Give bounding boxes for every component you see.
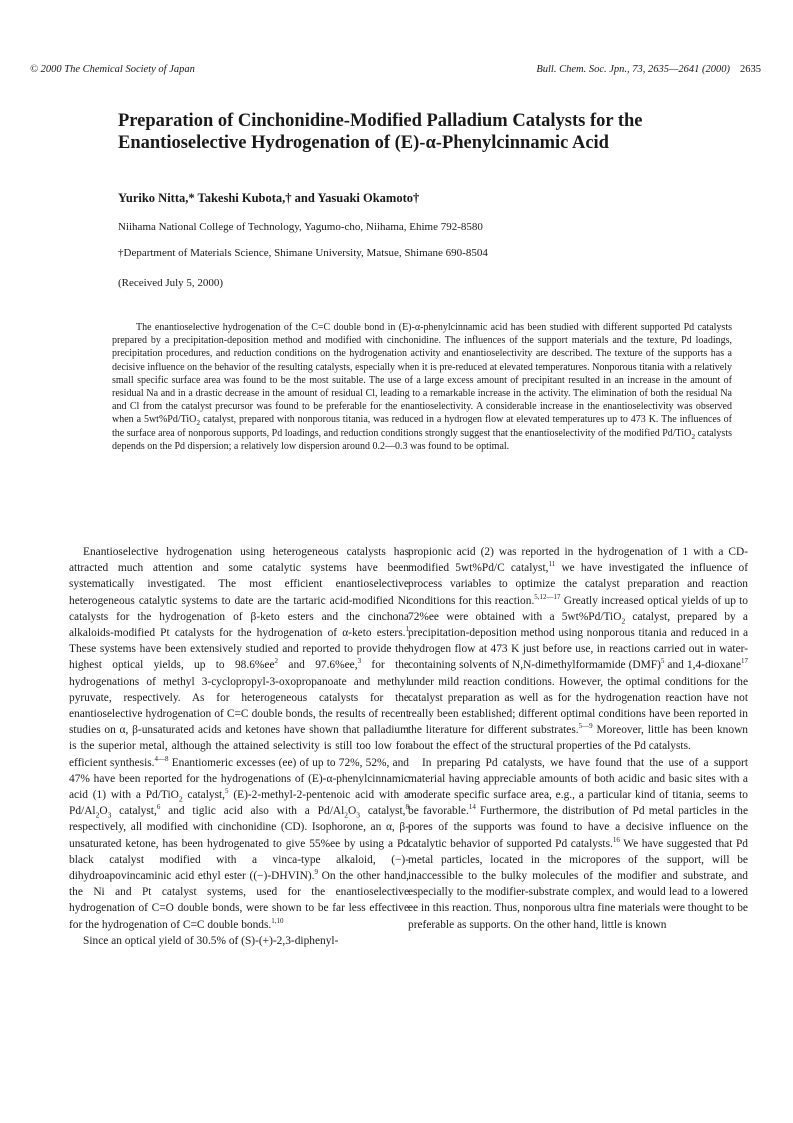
body-text: O (99, 805, 108, 818)
affiliation-2: †Department of Materials Science, Shimane University, Matsue, Shimane 690-8504 (118, 247, 488, 259)
reference-marker: 5—9 (578, 722, 593, 731)
reference-marker: 5 (660, 657, 665, 666)
subscript: 2 (95, 810, 100, 820)
body-text: we have investigated the influence of process variables to optimize the catalyst preparation and reaction conditions for this reaction. (408, 562, 748, 607)
body-paragraph (408, 755, 748, 933)
reference-marker: 1,10 (271, 916, 284, 925)
body-paragraph (69, 544, 409, 933)
page-number: 2635 (740, 64, 761, 75)
reference-marker: 5,12—17 (534, 592, 561, 601)
body-text: and 1,4-dioxane (664, 659, 741, 672)
abstract (112, 321, 732, 453)
abstract-text-1: The enantioselective hydrogenation of the C=C double bond in (E)-α-phenylcinnamic acid has been studied with different supported Pd catalysts prepared by a precipitation-deposition method and modified with cinchonidine. The influences of the support materials and the texture, Pd loadings, precipitation procedures, and reduction conditions on the hydrogenation activity and enantioselectivity are described. The texture of the supports has a decisive influence on the behavior of the resulting catalysts, especially when it is pre-reduced at elevated temperatures. Nonporous titania with a relatively small specific surface area was found to be the most suitable. The use of a large excess amount of precipitant resulted in an increase in the amount of residual Na and in a drastic decrease in the amount of residual Cl, leading to a remarkable increase in the activity. The elimination of both the residual Na and Cl from the catalyst precursor was found to be preferable for the enantioselectivity. A considerable increase in the enantioselectivity was observed when a (112, 322, 732, 426)
reference-marker: 3 (357, 657, 362, 666)
abstract-formula: 5wt%Pd/TiO (143, 414, 197, 426)
received-date: (Received July 5, 2000) (118, 277, 224, 289)
reference-marker: 8 (405, 803, 409, 812)
abstract-text-3: catalysts depends on the Pd dispersion; a relatively low dispersion around 0.2—0.3 was found to be optimal. (112, 427, 732, 452)
subscript: 3 (107, 810, 112, 820)
reference-marker: 17 (741, 657, 748, 666)
body-text: O (348, 805, 357, 818)
reference-marker: 11 (548, 560, 556, 569)
reference-marker: 9 (314, 868, 318, 877)
body-text: catalyst, prepared by a precipitation-deposition method using nonporous titania and reduced in a hydrogen flow at 473 K just before use, in reactions carried out in water-containing solvents of N,N-dimethylformamide (DMF) (408, 610, 748, 672)
abstract-text-2: catalyst, prepared with nonporous titania, was reduced in a hydrogen flow at elevated temperatures up to 473 K. The influences of the surface area of nonporous supports, Pd loadings, and reduction conditions strongly suggest that the enantioselectivity of the modified Pd/TiO (112, 414, 732, 439)
body-paragraph: Since an optical yield of 30.5% of (S)-(+)-2,3-diphenyl- (83, 934, 339, 947)
reference-marker: 5 (225, 787, 229, 796)
abstract-subscript: 2 (196, 418, 201, 428)
body-column-right (405, 544, 748, 933)
subscript: 3 (356, 810, 360, 820)
body-text: Moreover, little has been known about the effect of the structural properties of the Pd catalysts. (408, 724, 748, 753)
body-text: In preparing Pd catalysts, we have found that the use of a support material having appreciable amounts of both acidic and basic sites with a moderate specific surface area, e.g., a particular kind of titania, seems to be favorable. (408, 756, 748, 818)
author-list: Yuriko Nitta,* Takeshi Kubota,† and Yasuaki Okamoto† (118, 191, 420, 205)
abstract-paragraph (112, 321, 732, 453)
subscript: 2 (621, 616, 626, 626)
journal-citation (536, 64, 761, 75)
body-text: propionic acid (2) was reported in the hydrogenation of 1 with a CD-modified 5wt%Pd/C catalyst, (408, 546, 748, 575)
affiliation-1: Niihama National College of Technology, Yagumo-cho, Niihama, Ehime 792-8580 (118, 221, 483, 233)
body-text: (E)-2-methyl-2-pentenoic acid with a Pd/Al (69, 789, 409, 818)
reference-marker: 4—8 (154, 754, 169, 763)
body-text: catalyst, (111, 805, 157, 818)
title-line-2: Enantioselective Hydrogenation of (E)-α-Phenylcinnamic Acid (118, 133, 609, 153)
journal-reference: Bull. Chem. Soc. Jpn., 73, 2635—2641 (2000) (536, 64, 730, 75)
body-text: We have suggested that Pd metal particles, located in the micropores of the support, will be inaccessible to the bulky molecules of the modifier and substrate, and especially to the modifier-substrate complex, and would lead to a lowered ee in this reaction. Thus, nonporous ultra fine materials were thought to be preferable as supports. On the other hand, little is known (408, 837, 748, 931)
body-text: On the other hand, the Ni and Pt catalyst systems, used for the enantioselective hydrogenation of C=O double bonds, were shown to be far less effective for the hydrogenation of C=C double bonds. (69, 870, 409, 931)
reference-marker: 2 (274, 657, 279, 666)
body-text: and 97.6%ee, (278, 659, 358, 672)
reference-marker: 6 (156, 803, 161, 812)
reference-marker: 1 (405, 625, 409, 634)
body-column-left (69, 544, 409, 949)
subscript: 2 (344, 810, 349, 820)
abstract-subscript-2: 2 (691, 431, 696, 441)
body-text: Greatly increased optical yields of up to 72%ee were obtained with a 5wt%Pd/TiO (408, 594, 748, 623)
title-line-1: Preparation of Cinchonidine-Modified Palladium Catalysts for the (118, 111, 643, 131)
body-text: Enantiomeric excesses (ee) of up to 72%, 52%, and 47% have been reported for the hydrogenations of (E)-α-phenylcinnamic acid (1) with a Pd/TiO (69, 756, 409, 802)
subscript: 2 (178, 794, 183, 804)
body-text: and tiglic acid also with a Pd/Al (160, 805, 345, 818)
body-text: under mild reaction conditions. However, the optimal conditions for the catalyst preparation as well as for the hydrogenation reaction have not really been established; different optimal conditions have been reported in the literature for different substrates. (408, 675, 748, 737)
reference-marker: 14 (468, 803, 476, 812)
body-paragraph (405, 544, 748, 755)
body-text: Furthermore, the distribution of Pd metal particles in the pores of the supports was found to have a decisive influence on the catalytic behavior of supported Pd catalysts. (408, 805, 748, 850)
body-text: catalyst, (182, 789, 226, 802)
body-text: Enantioselective hydrogenation using heterogeneous catalysts has attracted much attention and some catalytic systems have been systematically investigated. The most efficient enantioselective heterogeneous catalytic systems to date are the tartaric acid-modified Ni catalysts for the hydrogenation of β-keto esters and the cinchona alkaloids-modified Pt catalysts for the hydrogenation of α-keto esters. (69, 546, 409, 640)
body-text: respectively, all modified with cinchonidine (CD). Isophorone, an α, β-unsaturated ketone, has been hydrogenated to give 55%ee by using a Pd black catalyst modified with a vinca-type alkaloid, (−)-dihydroapovincaminic acid ethyl ester ((−)-DHVIN). (69, 821, 409, 883)
body-text: catalyst, (360, 805, 406, 818)
copyright-notice: © 2000 The Chemical Society of Japan (30, 64, 195, 75)
body-text: These systems have been extensively studied and reported to provide the highest optical yields, up to 98.6%ee (69, 643, 409, 672)
reference-marker: 16 (612, 835, 620, 844)
body-text: for the hydrogenations of methyl 3-cyclopropyl-3-oxopropanoate and methyl pyruvate, respectively. As for heterogeneous catalysts for the enantioselective hydrogenation of C=C double bonds, the results of recent studies on α, β-unsaturated acids and ketones have shown that palladium is the superior metal, although the attained selectivity is still too low for efficient synthesis. (69, 659, 409, 769)
article-title (118, 110, 738, 154)
